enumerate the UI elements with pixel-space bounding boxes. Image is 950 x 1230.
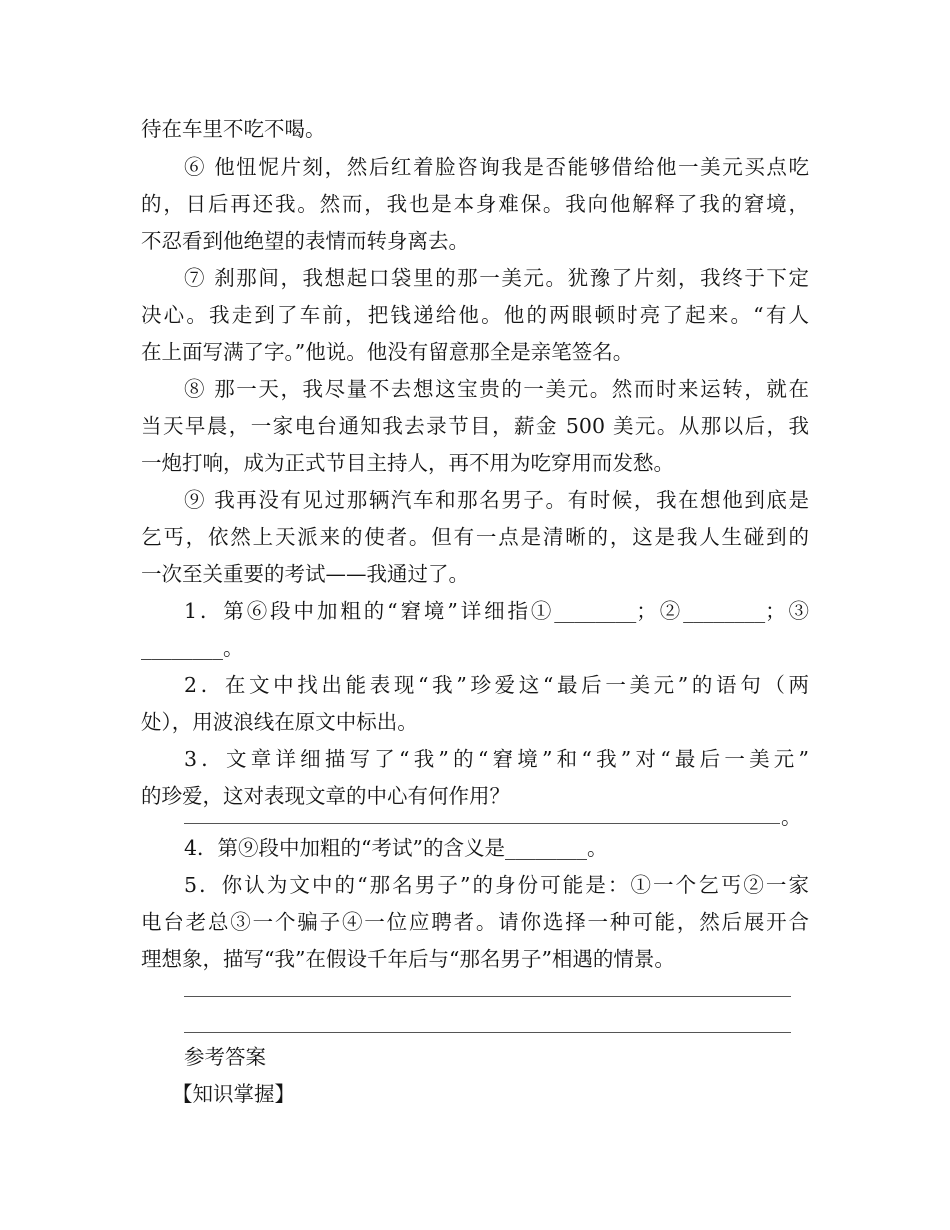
section-heading: 【知识掌握】 bbox=[172, 1082, 295, 1106]
paragraph-7-line: 在上面写满了字。”他说。他没有留意那全是亲笔签名。 bbox=[141, 340, 634, 364]
paragraph-6-line: 的，日后再还我。然而，我也是本身难保。我向他解释了我的窘境， bbox=[141, 192, 809, 216]
answers-heading: 参考答案 bbox=[184, 1045, 266, 1069]
question-1-line: 1．第⑥段中加粗的“窘境”详细指①________；②________；③ bbox=[184, 599, 809, 623]
question-5-line: 理想象，描写“我”在假设千年后与“那名男子”相遇的情景。 bbox=[141, 947, 675, 971]
question-5-line: 电台老总③一个骗子④一位应聘者。请你选择一种可能，然后展开合 bbox=[141, 910, 809, 934]
paragraph-8-line: ⑧ 那一天，我尽量不去想这宝贵的一美元。然而时来运转，就在 bbox=[184, 377, 809, 401]
answer-line bbox=[184, 996, 791, 997]
paragraph-6-line: ⑥ 他忸怩片刻，然后红着脸咨询我是否能够借给他一美元买点吃 bbox=[184, 155, 809, 179]
paragraph-7-line: ⑦ 刹那间，我想起口袋里的那一美元。犹豫了片刻，我终于下定 bbox=[184, 266, 809, 290]
answer-line bbox=[184, 823, 780, 824]
paragraph-9-line: 一次至关重要的考试——我通过了。 bbox=[141, 562, 469, 586]
answer-line bbox=[184, 1032, 791, 1033]
paragraph-8-line: 当天早晨，一家电台通知我去录节目，薪金 500 美元。从那以后，我 bbox=[141, 414, 809, 438]
question-2-line: 2．在文中找出能表现“我”珍爱这“最后一美元”的语句（两 bbox=[184, 673, 809, 697]
paragraph-7-line: 决心。我走到了车前，把钱递给他。他的两眼顿时亮了起来。“有人 bbox=[141, 303, 809, 327]
paragraph-9-line: 乞丐，依然上天派来的使者。但有一点是清晰的，这是我人生碰到的 bbox=[141, 525, 809, 549]
question-4-line: 4．第⑨段中加粗的“考试”的含义是________。 bbox=[184, 836, 608, 860]
question-3-line: 3．文章详细描写了“我”的“窘境”和“我”对“最后一美元” bbox=[184, 747, 809, 771]
answer-line-period: 。 bbox=[781, 805, 802, 829]
text-line: 待在车里不吃不喝。 bbox=[141, 117, 326, 141]
question-3-line: 的珍爱，这对表现文章的中心有何作用？ bbox=[141, 784, 510, 808]
paragraph-8-line: 一炮打响，成为正式节目主持人，再不用为吃穿用而发愁。 bbox=[141, 451, 674, 475]
question-5-line: 5．你认为文中的“那名男子”的身份可能是：①一个乞丐②一家 bbox=[184, 873, 809, 897]
question-1-line: ________。 bbox=[141, 636, 244, 660]
paragraph-6-line: 不忍看到他绝望的表情而转身离去。 bbox=[141, 229, 469, 253]
paragraph-9-line: ⑨ 我再没有见过那辆汽车和那名男子。有时候，我在想他到底是 bbox=[184, 488, 809, 512]
question-2-line: 处），用波浪线在原文中标出。 bbox=[141, 710, 418, 734]
